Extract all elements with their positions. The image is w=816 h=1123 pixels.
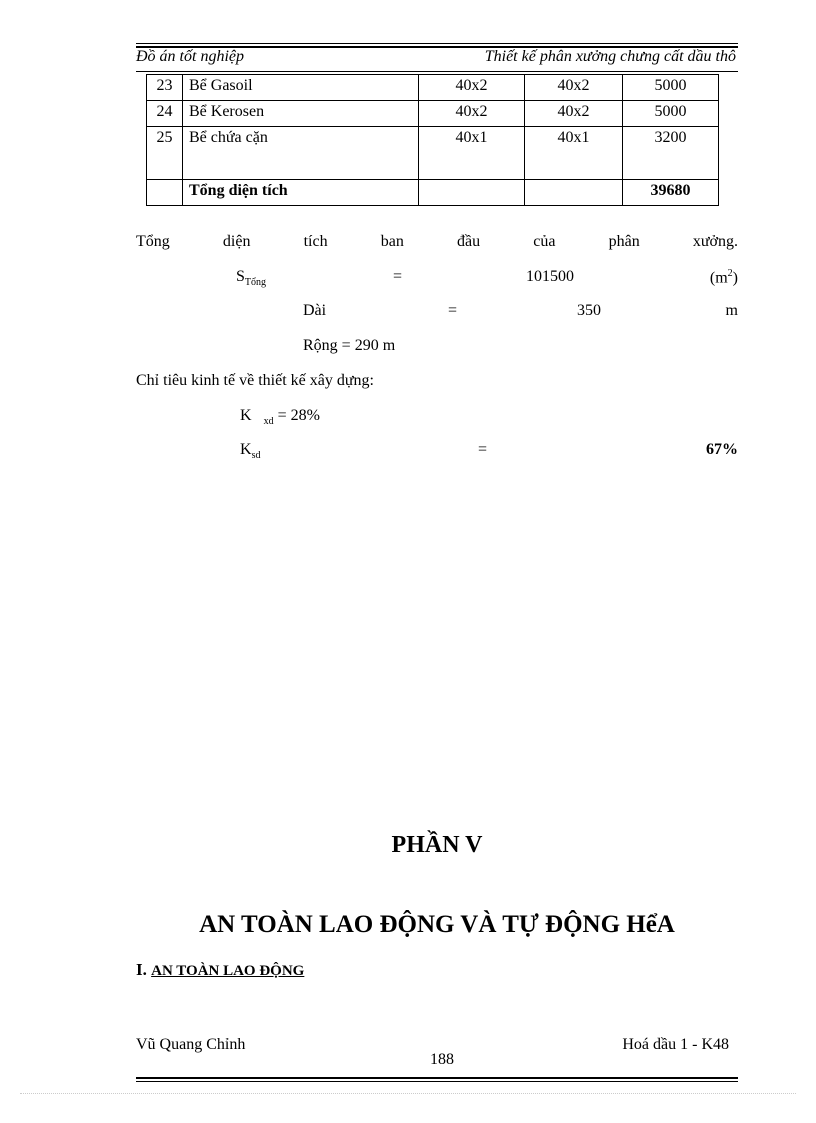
cell-no: 25 bbox=[147, 127, 183, 180]
section-title: AN TOÀN LAO ĐỘNG VÀ TỰ ĐỘNG HểA bbox=[199, 911, 675, 938]
word: ban bbox=[380, 233, 404, 250]
cell-empty bbox=[419, 180, 525, 206]
length-label: Dài bbox=[303, 302, 327, 319]
cell-area: 5000 bbox=[623, 101, 719, 127]
cell-dim1: 40x2 bbox=[419, 75, 525, 101]
s-total-eq: = bbox=[393, 268, 403, 285]
cell-no: 23 bbox=[147, 75, 183, 101]
page-edge-dots bbox=[20, 1093, 796, 1094]
header-rule bbox=[136, 43, 738, 44]
cell-dim2: 40x2 bbox=[525, 101, 623, 127]
cell-no: 24 bbox=[147, 101, 183, 127]
cell-area: 5000 bbox=[623, 75, 719, 101]
cell-dim2: 40x1 bbox=[525, 127, 623, 180]
subsection-heading: I. AN TOÀN LAO ĐỘNG bbox=[136, 960, 305, 979]
total-value: 39680 bbox=[623, 180, 719, 206]
footer-author: Vũ Quang Chỉnh bbox=[136, 1036, 246, 1053]
cell-empty bbox=[147, 180, 183, 206]
header-left: Đồ án tốt nghiệp bbox=[136, 48, 244, 65]
cell-name: Bể Gasoil bbox=[183, 75, 419, 101]
page-number: 188 bbox=[430, 1051, 454, 1068]
cell-area: 3200 bbox=[623, 127, 719, 180]
area-sentence bbox=[136, 233, 738, 251]
ksd-eq: = bbox=[478, 441, 488, 458]
length-value: 350 bbox=[577, 302, 601, 319]
word: diện bbox=[222, 233, 251, 250]
word: phân bbox=[608, 233, 640, 250]
part-title: PHẦN V bbox=[391, 832, 483, 858]
s-total-unit: $(m^2)$ bbox=[709, 268, 738, 287]
ksd-value: 67% bbox=[706, 441, 738, 458]
word: của bbox=[533, 233, 556, 250]
footer-rule bbox=[136, 1077, 738, 1079]
footer-class: Hoá dầu 1 - K48 bbox=[622, 1036, 729, 1053]
cell-empty bbox=[525, 180, 623, 206]
ksd-label: $K_{sd}$ bbox=[240, 441, 261, 462]
word: Tổng bbox=[136, 233, 170, 250]
table-total-row bbox=[147, 180, 719, 206]
width-line: Rộng = 290 m bbox=[303, 337, 396, 354]
s-total-label: $S_{Tổng}$ bbox=[236, 268, 267, 289]
word: tích bbox=[303, 233, 328, 250]
cell-name: Bể Kerosen bbox=[183, 101, 419, 127]
table-row bbox=[147, 75, 719, 101]
footer-rule bbox=[136, 1081, 738, 1082]
table-row bbox=[147, 101, 719, 127]
econ-title: Chỉ tiêu kinh tế về thiết kế xây dựng: bbox=[136, 372, 374, 389]
header-right: Thiết kế phân xưởng chưng cất dầu thô bbox=[484, 48, 736, 65]
cell-name: Bể chứa cặn bbox=[183, 127, 419, 180]
word: đầu bbox=[457, 233, 481, 250]
kxd-line: K $_{xd}$ = 28% bbox=[240, 407, 320, 428]
total-label: Tổng diện tích bbox=[183, 180, 419, 206]
header-underline bbox=[136, 71, 738, 72]
s-total-value: 101500 bbox=[526, 268, 574, 285]
length-unit: m bbox=[725, 302, 738, 319]
cell-dim1: 40x2 bbox=[419, 101, 525, 127]
cell-dim1: 40x1 bbox=[419, 127, 525, 180]
length-eq: = bbox=[448, 302, 458, 319]
word: xưởng. bbox=[692, 233, 738, 250]
cell-dim2: 40x2 bbox=[525, 75, 623, 101]
table-row bbox=[147, 127, 719, 180]
area-table bbox=[146, 74, 719, 206]
